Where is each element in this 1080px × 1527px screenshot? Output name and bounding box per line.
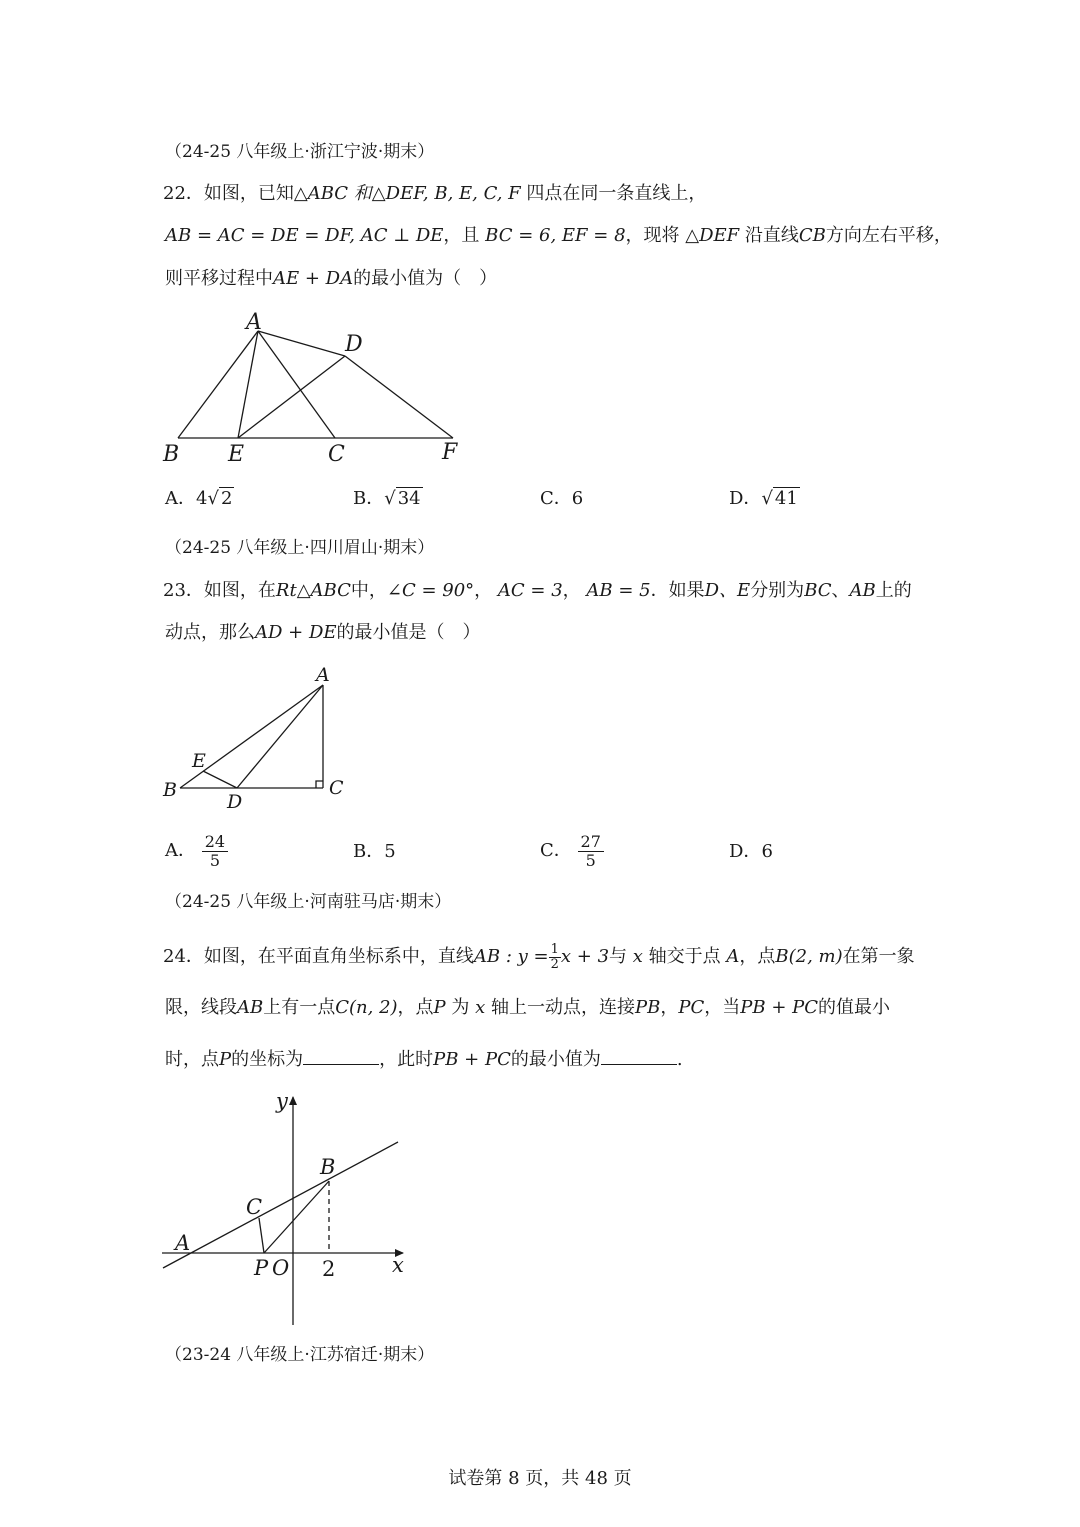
q23-l1-math7: AB [849, 580, 876, 601]
q22-label-D: D [345, 332, 363, 357]
q22-opt-d-rad: 41 [774, 488, 798, 509]
q24-l2-m3: P [433, 997, 446, 1018]
q24-number: 24． [163, 946, 204, 967]
q22-l3-tail: 的最小值为（ ） [353, 268, 498, 289]
q24-l1-num: 1 [550, 941, 559, 957]
q23-l1-t6: 分别为 [750, 580, 805, 601]
q22-l2-tail: ，现将 [625, 225, 680, 246]
q22-label-C: C [328, 442, 345, 467]
q24-l2-m4: x [475, 997, 486, 1018]
q22-opt-a-coef: 4 [196, 488, 208, 509]
q24-l2-m5: PB [635, 997, 661, 1018]
q24-l3-t2: 的坐标为 [231, 1049, 304, 1070]
q24-l2-m7: PB + PC [740, 997, 819, 1018]
q23-l2-math: AD + DE [255, 622, 337, 643]
q23-label-A: A [316, 664, 330, 686]
q22-l2-math1: AB = AC = DE = DF, AC ⊥ DE [165, 225, 444, 246]
q22-opt-a-rad: 2 [220, 488, 233, 509]
sqrt-symbol: √ 34 [384, 488, 421, 509]
q24-l1-t3: 轴交于点 [648, 946, 721, 967]
q24-label-C: C [246, 1195, 263, 1219]
q22-l2-mid: ，且 [443, 225, 480, 246]
q24-label-O: O [272, 1256, 290, 1280]
q23-opt-d-label: D． [729, 841, 762, 862]
q24-label-x: x [392, 1253, 404, 1277]
q24-source: （24-25 八年级上·河南驻马店·期末） [165, 892, 452, 912]
q24-l1-t5: 在第一象 [842, 946, 915, 967]
page-footer: 试卷第 8 页，共 48 页 [448, 1468, 632, 1489]
q24-l1-t2: 与 [609, 946, 628, 967]
q24-label-P: P [254, 1256, 269, 1280]
q23-l1-t8: 上的 [875, 580, 912, 601]
q23-l1-t2: 中， [350, 580, 387, 601]
q23-l1-math5: D、E [704, 580, 751, 601]
q24-l1-text: 如图，在平面直角坐标系中，直线 [203, 946, 474, 967]
q22-l2-math4: CB [798, 225, 826, 246]
q24-l2-t5: 轴上一动点，连接 [491, 997, 636, 1018]
q23-opt-c-num: 27 [578, 833, 604, 852]
q24-l2-t1: 限，线段 [165, 997, 237, 1018]
q23-label-C: C [329, 777, 344, 799]
q24-l3-m2: PB + PC [433, 1049, 511, 1070]
sqrt-symbol: √ 41 [761, 488, 798, 509]
q22-opt-d-label: D． [729, 488, 762, 509]
q22-opt-c-label: C． [540, 488, 572, 509]
q24-l1-math5: B(2, m) [775, 946, 843, 967]
q23-l1-math4: AB = 5 [586, 580, 651, 601]
q23-l1-t5: ．如果 [650, 580, 705, 601]
next-question-source: （23-24 八年级上·江苏宿迁·期末） [165, 1345, 435, 1365]
sqrt-symbol: √ 2 [207, 488, 233, 509]
q24-l1-math1: AB : y = [473, 946, 549, 967]
q23-l2-text: 动点，那么 [165, 622, 255, 643]
q23-l1-t4: ， [562, 580, 581, 601]
q23-l1-math2: ∠C = 90° [386, 580, 475, 601]
q24-l1-math3: x [632, 946, 643, 967]
q22-opt-c-value: 6 [571, 488, 584, 509]
q23-label-E: E [192, 750, 206, 772]
q23-opt-a-den: 5 [209, 850, 220, 870]
q22-l1-math: △ABC 和△DEF, B, E, C, F [293, 183, 521, 204]
q24-label-B: B [320, 1155, 336, 1179]
q24-l2-t3: ，点 [397, 997, 434, 1018]
q22-opt-a-label: A． [165, 488, 196, 509]
q24-l2-t7: ，当 [704, 997, 741, 1018]
q22-label-F: F [442, 440, 458, 465]
q22-l2-tail2: 沿直线 [744, 225, 799, 246]
q23-l1-text: 如图，在 [203, 580, 276, 601]
q24-label-y: y [276, 1089, 288, 1113]
q24-l1-t4: ，点 [739, 946, 776, 967]
q22-source: （24-25 八年级上·浙江宁波·期末） [165, 142, 435, 162]
q24-l3-t3: ，此时 [379, 1049, 434, 1070]
q24-l2-m1: AB [237, 997, 264, 1018]
q24-l3-m1: P [219, 1049, 232, 1070]
q22-l3-math: AE + DA [273, 268, 354, 289]
q24-l2-t2: 上有一点 [263, 997, 336, 1018]
q23-opt-b-value: 5 [384, 841, 396, 862]
q24-l1-den: 2 [550, 956, 559, 972]
q23-source: （24-25 八年级上·四川眉山·期末） [165, 538, 435, 558]
q23-opt-a-label: A． [165, 840, 196, 861]
q22-label-A: A [246, 310, 262, 335]
q22-number: 22． [163, 183, 204, 204]
q22-opt-b-rad: 34 [397, 488, 421, 509]
q24-l2-t4: 为 [451, 997, 470, 1018]
q23-opt-d-value: 6 [761, 841, 773, 862]
q23-l1-math: Rt△ABC [275, 580, 351, 601]
q23-opt-c-den: 5 [585, 850, 596, 870]
q22-opt-b-label: B． [353, 488, 385, 509]
q22-l3-text: 则平移过程中 [165, 268, 273, 289]
q23-l1-math3: AC = 3 [497, 580, 563, 601]
q24-l2-t6: ， [660, 997, 679, 1018]
q23-number: 23． [163, 580, 204, 601]
q22-label-B: B [163, 442, 180, 467]
q22-l2-math3: △DEF [685, 225, 740, 246]
q23-l1-t7: 、 [831, 580, 850, 601]
q22-label-E: E [228, 442, 245, 467]
q23-opt-c-label: C． [540, 840, 572, 861]
q24-l2-t8: 的值最小 [818, 997, 891, 1018]
q24-l1-math4: A [726, 946, 740, 967]
q22-l2-tail3: 方向左右平移， [825, 225, 952, 246]
q23-l1-t3: ， [474, 580, 493, 601]
q23-label-D: D [227, 791, 243, 813]
q23-l1-math6: BC [804, 580, 832, 601]
q23-l2-tail: 的最小值是（ ） [336, 622, 481, 643]
q24-label-2: 2 [322, 1257, 336, 1281]
q22-l1-text: 如图，已知 [203, 183, 294, 204]
q24-l2-m6: PC [678, 997, 705, 1018]
q24-l2-m2: C(n, 2) [335, 997, 398, 1018]
q24-l3-t5: . [676, 1049, 683, 1070]
q22-l2-math2: BC = 6, EF = 8 [485, 225, 626, 246]
q24-l3-t1: 时，点 [165, 1049, 219, 1070]
q23-opt-a-num: 24 [202, 833, 228, 852]
q23-label-B: B [163, 779, 177, 801]
q24-label-A: A [175, 1231, 191, 1255]
q24-l1-math2: x + 3 [560, 946, 610, 967]
q23-opt-b-label: B． [353, 841, 385, 862]
q24-l3-t4: 的最小值为 [510, 1049, 601, 1070]
q22-l1-tail: 四点在同一条直线上， [526, 183, 707, 204]
